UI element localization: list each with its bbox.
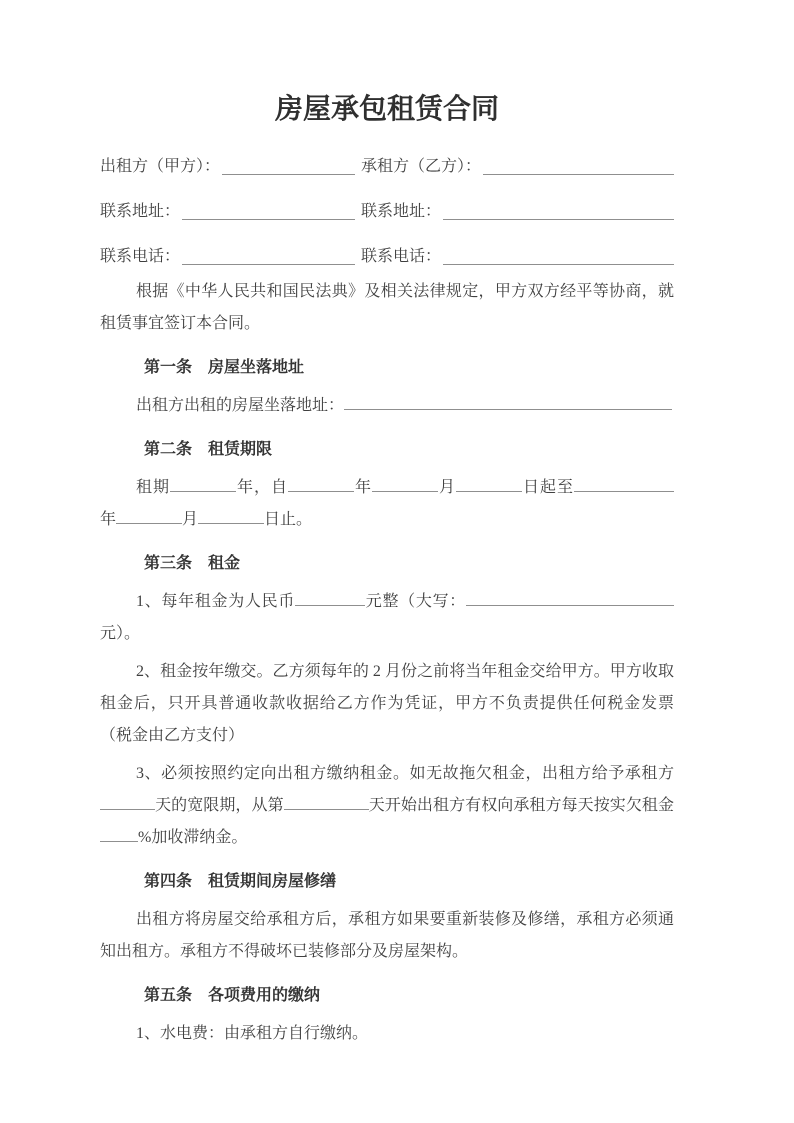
- article-1-address-line: 出租方出租的房屋坐落地址：: [100, 390, 674, 422]
- end-day-blank: [198, 511, 264, 524]
- document-body: [100, 276, 674, 1050]
- start-month-blank: [372, 479, 438, 492]
- lessee-phone-line: [443, 264, 674, 265]
- article-3-heading: 第三条 租金: [144, 555, 241, 572]
- lessor-address-line: [182, 219, 355, 220]
- grace-period-days-blank: [100, 797, 155, 810]
- lessee-address-field: [361, 199, 674, 225]
- end-year-blank: [574, 479, 674, 492]
- late-fee-percent-blank: [100, 829, 138, 842]
- penalty-start-day-blank: [284, 797, 369, 810]
- lessor-phone-field: [100, 244, 355, 270]
- party-row-names: [100, 154, 674, 180]
- lessor-name-line: [222, 174, 355, 175]
- party-row-phones: [100, 244, 674, 270]
- lessee-phone-field: [361, 244, 674, 270]
- lessor-name-field: [100, 154, 355, 180]
- article-3-clause-1: 1、每年租金为人民币 元整（大写：元）。: [100, 586, 674, 650]
- page-title: 房屋承包租赁合同: [274, 94, 499, 125]
- article-5-heading: 第五条 各项费用的缴纳: [144, 987, 321, 1004]
- annual-rent-amount-blank: [295, 593, 365, 606]
- preamble-paragraph: 根据《中华人民共和国民法典》及相关法律规定，甲方双方经平等协商，就租赁事宜签订本合同。: [100, 283, 674, 332]
- lessee-address-label: 联系地址：: [361, 203, 442, 220]
- article-2-term-line: 租期 年，自 年 月 日起至年 月 日止。: [100, 472, 674, 536]
- article-2-heading: 第二条 租赁期限: [144, 441, 273, 458]
- start-year-blank: [288, 479, 354, 492]
- rent-amount-words-blank: [466, 593, 674, 606]
- term-years-blank: [170, 479, 236, 492]
- lessor-label: 出租方（甲方）：: [100, 158, 221, 175]
- article-4-body: 出租方将房屋交给承租方后，承租方如果要重新装修及修缮，承租方必须通知出租方。承租方不得破坏已装修部分及房屋架构。: [100, 911, 674, 960]
- lessee-name-field: [361, 154, 674, 180]
- lessee-address-line: [443, 219, 674, 220]
- article-3-clause-3: 3、必须按照约定向出租方缴纳租金。如无故拖欠租金，出租方给予承租方天的宽限期，从第 天开始出租方有权向承租方每天按实欠租金%加收滞纳金。: [100, 758, 674, 854]
- lessor-address-field: [100, 199, 355, 225]
- lessee-name-line: [483, 174, 674, 175]
- article-4-heading: 第四条 租赁期间房屋修缮: [144, 873, 337, 890]
- lessor-address-label: 联系地址：: [100, 203, 181, 220]
- article-1-heading: 第一条 房屋坐落地址: [144, 359, 305, 376]
- party-info-section: [100, 154, 674, 270]
- article-3-clause-2: 2、租金按年缴交。乙方须每年的 2 月份之前将当年租金交给甲方。甲方收取租金后，只开具普通收款收据给乙方作为凭证，甲方不负责提供任何税金发票（税金由乙方支付）: [100, 663, 674, 744]
- lessee-phone-label: 联系电话：: [361, 248, 442, 265]
- lessor-phone-line: [182, 264, 355, 265]
- article-5-clause-1: 1、水电费：由承租方自行缴纳。: [136, 1025, 369, 1042]
- end-month-blank: [116, 511, 182, 524]
- party-row-addresses: [100, 199, 674, 225]
- start-day-blank: [456, 479, 522, 492]
- house-address-blank: [344, 397, 672, 410]
- lessor-phone-label: 联系电话：: [100, 248, 181, 265]
- lessee-label: 承租方（乙方）：: [361, 158, 482, 175]
